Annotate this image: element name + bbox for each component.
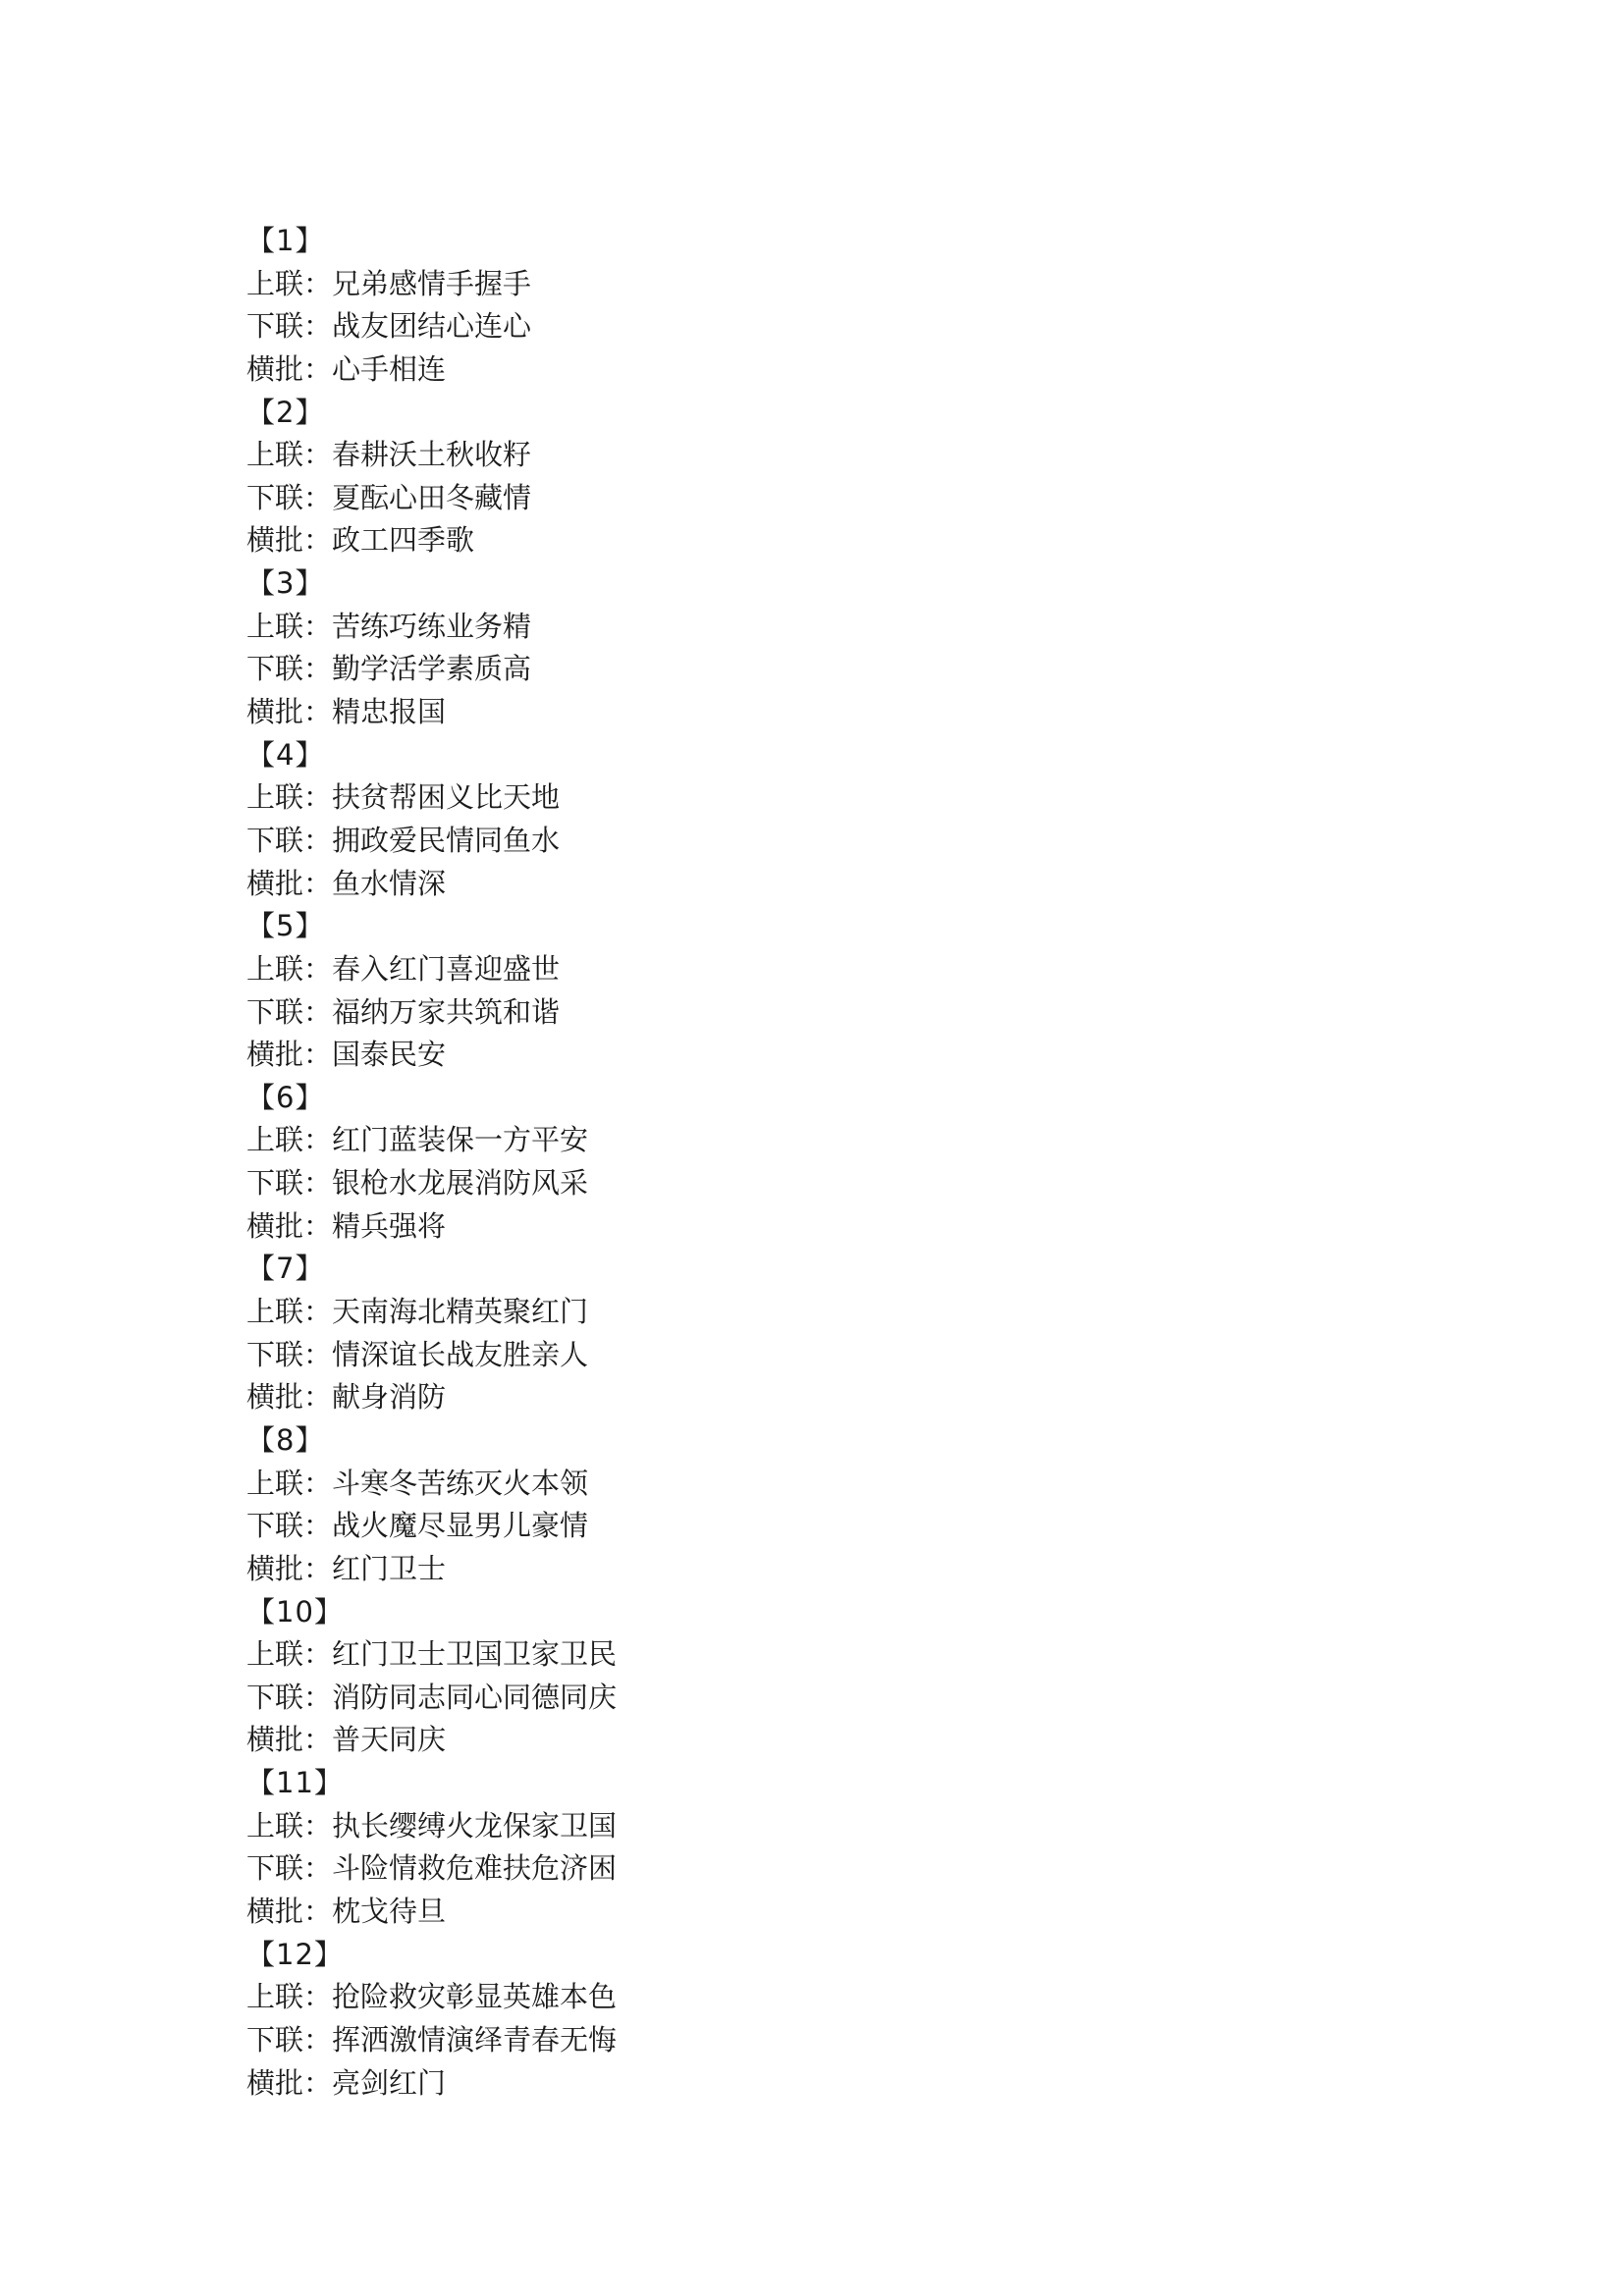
entry-heading: 【12】: [246, 1937, 344, 1971]
lower-couplet: 下联：银枪水龙展消防风采: [246, 1166, 589, 1201]
entry-heading: 【1】: [246, 224, 325, 257]
horizontal-scroll: 横批：精忠报国: [246, 695, 447, 729]
couplet-entry-2: [246, 392, 1425, 563]
upper-couplet: 上联：苦练巧练业务精: [246, 609, 532, 643]
couplet-entry-3: [246, 562, 1425, 734]
couplet-entry-7: [246, 1248, 1425, 1419]
lower-couplet: 下联：勤学活学素质高: [246, 652, 532, 686]
entry-heading: 【4】: [246, 737, 325, 772]
lower-couplet: 下联：消防同志同心同德同庆: [246, 1680, 618, 1714]
upper-couplet: 上联：执长缨缚火龙保家卫国: [246, 1808, 618, 1842]
horizontal-scroll: 横批：献身消防: [246, 1380, 447, 1415]
entry-heading: 【7】: [246, 1252, 325, 1286]
couplet-entry-10: [246, 1591, 1425, 1763]
couplet-entry-1: [246, 220, 1425, 392]
entry-heading: 【6】: [246, 1080, 325, 1114]
upper-couplet: 上联：天南海北精英聚红门: [246, 1295, 589, 1329]
upper-couplet: 上联：扶贫帮困义比天地: [246, 780, 561, 815]
upper-couplet: 上联：红门卫士卫国卫家卫民: [246, 1637, 618, 1672]
upper-couplet: 上联：红门蓝装保一方平安: [246, 1123, 589, 1157]
lower-couplet: 下联：挥洒激情演绎青春无悔: [246, 2022, 618, 2056]
couplet-entry-8: [246, 1419, 1425, 1591]
horizontal-scroll: 横批：枕戈待旦: [246, 1894, 447, 1928]
entry-heading: 【3】: [246, 566, 325, 601]
horizontal-scroll: 横批：精兵强将: [246, 1208, 447, 1243]
upper-couplet: 上联：兄弟感情手握手: [246, 266, 532, 300]
lower-couplet: 下联：斗险情救危难扶危济困: [246, 1851, 618, 1886]
horizontal-scroll: 横批：普天同庆: [246, 1723, 447, 1757]
upper-couplet: 上联：春入红门喜迎盛世: [246, 951, 561, 986]
lower-couplet: 下联：战火魔尽显男儿豪情: [246, 1509, 589, 1543]
upper-couplet: 上联：抢险救灾彰显英雄本色: [246, 1980, 618, 2014]
entry-heading: 【5】: [246, 909, 325, 943]
lower-couplet: 下联：夏酝心田冬藏情: [246, 480, 532, 514]
upper-couplet: 上联：斗寒冬苦练灭火本领: [246, 1466, 589, 1500]
couplet-entry-12: [246, 1934, 1425, 2106]
entry-heading: 【2】: [246, 395, 325, 429]
horizontal-scroll: 横批：红门卫士: [246, 1551, 447, 1585]
couplet-entry-11: [246, 1762, 1425, 1934]
horizontal-scroll: 横批：亮剑红门: [246, 2065, 447, 2100]
upper-couplet: 上联：春耕沃土秋收籽: [246, 438, 532, 472]
entry-heading: 【11】: [246, 1766, 344, 1800]
document-body: [246, 220, 1425, 2105]
lower-couplet: 下联：情深谊长战友胜亲人: [246, 1337, 589, 1371]
lower-couplet: 下联：拥政爱民情同鱼水: [246, 823, 561, 857]
horizontal-scroll: 横批：心手相连: [246, 351, 447, 386]
couplet-entry-5: [246, 905, 1425, 1077]
entry-heading: 【8】: [246, 1422, 325, 1457]
couplet-entry-4: [246, 734, 1425, 906]
horizontal-scroll: 横批：鱼水情深: [246, 866, 447, 900]
couplet-entry-6: [246, 1077, 1425, 1249]
entry-heading: 【10】: [246, 1594, 344, 1629]
horizontal-scroll: 横批：国泰民安: [246, 1038, 447, 1072]
lower-couplet: 下联：战友团结心连心: [246, 309, 532, 344]
lower-couplet: 下联：福纳万家共筑和谐: [246, 994, 561, 1029]
horizontal-scroll: 横批：政工四季歌: [246, 523, 475, 558]
